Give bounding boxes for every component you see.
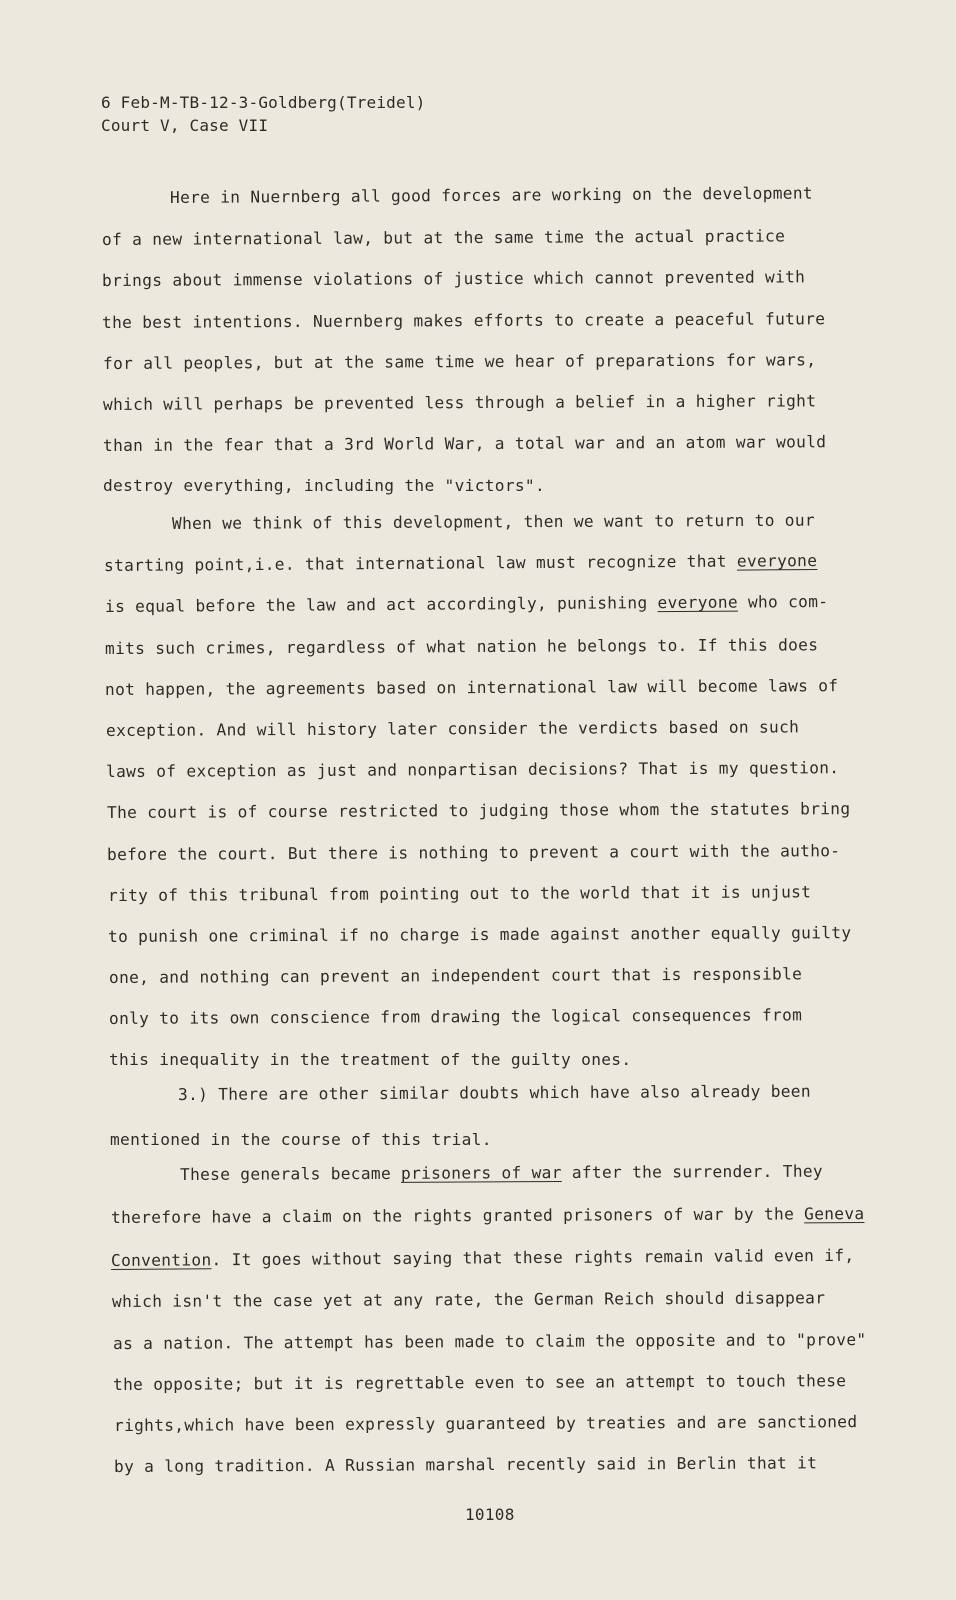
text-line [103,391,816,414]
text-segment: not happen, the agreements based on international law will become laws of [104,676,839,699]
text-line [102,226,785,249]
text-line [110,1130,492,1149]
text-segment: one, and nothing can prevent an independent court that is responsible [108,964,803,987]
text-segment: starting point,i.e. that international law must recognize that [103,551,737,575]
underlined-text: Geneva [804,1204,865,1224]
text-segment: These generals became [179,1163,402,1184]
text-segment: The court is of course restricted to judging those whom the statutes bring [106,799,851,822]
text-segment: this inequality in the treatment of the guilty ones. [109,1050,632,1069]
text-line [111,1246,855,1270]
text-line [109,964,802,987]
text-line [113,1330,867,1353]
text-segment: rity of this tribunal from pointing out to the world that it is unjust [107,882,812,905]
text-line [102,309,825,332]
text-segment: which isn't the case yet at any rate, the German Reich should disappear [111,1288,826,1311]
text-line [107,841,840,864]
text-segment: mentioned in the course of this trial. [110,1130,492,1149]
text-line [170,184,813,207]
text-line [109,1005,802,1028]
text-segment: brings about immense violations of justice which cannot prevented with [101,267,806,290]
text-line [109,1050,631,1069]
text-line [114,1412,857,1435]
document-reference: 6 Feb-M-TB-12-3-Goldberg(Treidel) [101,93,426,112]
text-segment: destroy everything, including the "victors". [103,476,546,495]
text-line [103,476,545,495]
text-segment: laws of exception as just and nonpartisan decisions? That is my question. [105,758,840,781]
text-segment: mits such crimes, regardless of what nation he belongs to. If this does [104,635,819,658]
text-line [108,882,811,905]
text-line [180,1162,823,1184]
text-segment: 3.) There are other similar doubts which have also already been [177,1081,811,1104]
text-segment: Here in Nuernberg all good forces are working on the development [169,183,813,207]
text-segment: the opposite; but it is regrettable even to see an attempt to touch these [112,1371,847,1394]
text-segment: who com- [737,591,829,612]
text-line [108,923,851,946]
text-line [105,635,818,658]
text-segment: after the surrender. They [561,1161,823,1183]
text-line [105,676,838,699]
underlined-text: everyone [657,592,738,613]
text-segment: before the court. But there is nothing to prevent a court with the autho- [106,841,841,864]
text-line [102,267,805,290]
text-segment: which will perhaps be prevented less through a belief in a higher right [102,391,817,414]
text-line [111,1204,865,1227]
text-segment: is equal before the law and act accordingly, punishing [104,593,658,616]
text-line [113,1371,846,1394]
text-segment: the best intentions. Nuernberg makes efforts to create a peaceful future [101,309,826,332]
text-line [103,432,826,455]
text-line [105,592,828,616]
text-segment: When we think of this development, then we want to return to our [171,510,815,533]
underlined-text: everyone [736,551,818,571]
text-segment: only to its own conscience from drawing the logical consequences from [108,1005,803,1028]
text-line [103,350,816,373]
text-segment: than in the fear that a 3rd World War, a total war and an atom war would [102,432,827,455]
text-line [178,1082,811,1104]
page-number: 10108 [465,1505,515,1524]
text-segment: to punish one criminal if no charge is made against another equally guilty [107,923,852,946]
text-line [107,799,850,822]
text-line [106,758,839,781]
text-segment: by a long tradition. A Russian marshal recently said in Berlin that it [113,1453,818,1476]
underlined-text: prisoners of war [400,1163,562,1183]
text-line [104,551,817,575]
text-line [172,511,815,533]
text-segment: as a nation. The attempt has been made to claim the opposite and to "prove" [112,1330,867,1353]
text-segment: therefore have a claim on the rights granted prisoners of war by the [110,1204,805,1227]
underlined-text: Convention [110,1250,212,1270]
text-segment: rights,which have been expressly guaranteed by treaties and are sanctioned [113,1412,858,1435]
text-segment: for all peoples, but at the same time we hear of preparations for wars, [102,350,817,373]
text-segment: of a new international law, but at the same time the actual practice [101,226,786,249]
text-segment: exception. And will history later consider the verdicts based on such [105,717,800,740]
text-segment: . It goes without saying that these rights remain valid even if, [211,1245,855,1270]
text-line [106,717,799,740]
court-case-label: Court V, Case VII [101,116,269,135]
text-line [112,1288,825,1311]
text-line [114,1453,817,1476]
